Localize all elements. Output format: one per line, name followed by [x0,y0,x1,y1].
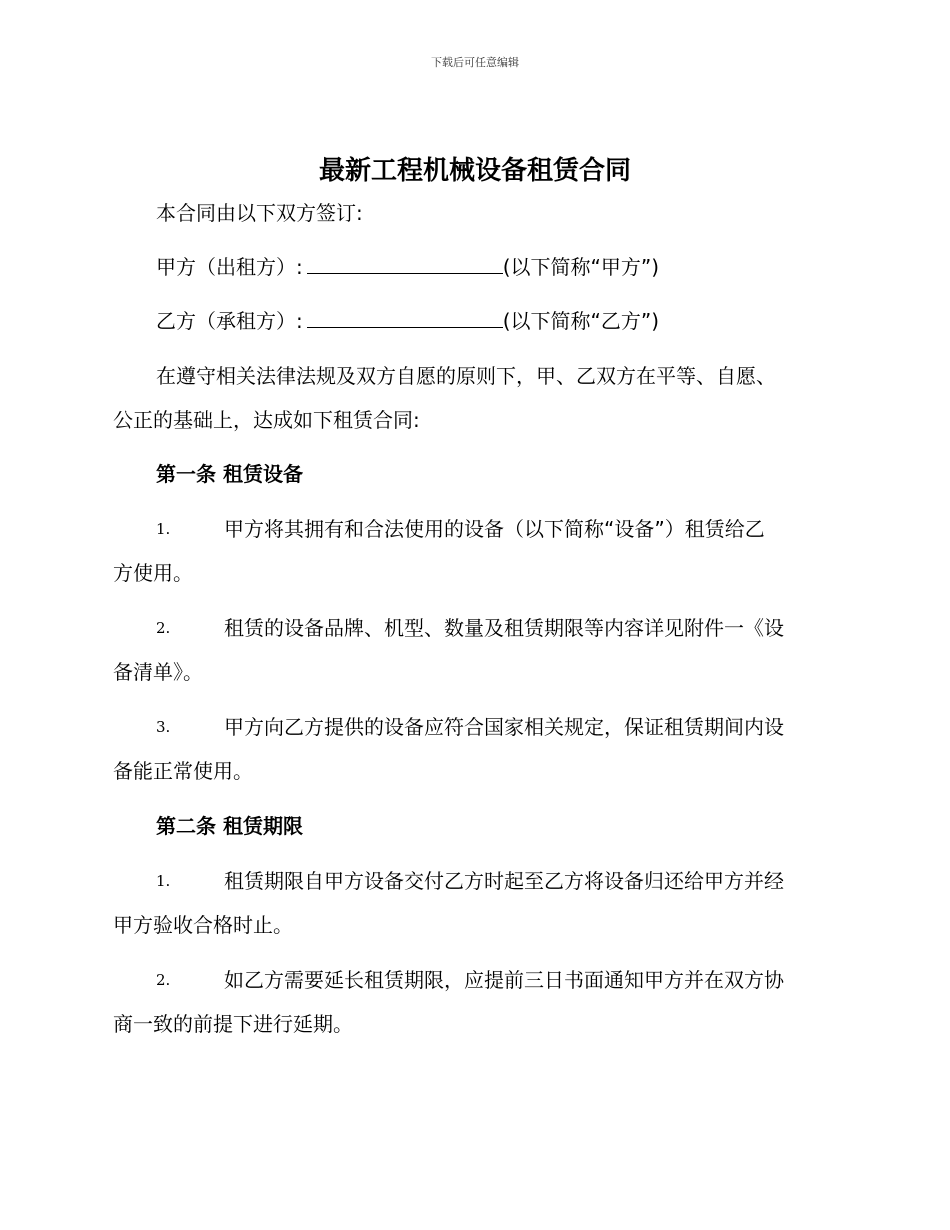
article-1-item-1-line-2: 方使用。 [113,561,193,585]
article-1-item-3-num: 3. [156,718,171,736]
article-2-heading: 第二条 租赁期限 [156,814,303,838]
article-1-heading: 第一条 租赁设备 [156,462,303,486]
article-2-item-2-num: 2. [156,971,171,989]
party-a-blank [307,255,503,274]
article-1-item-1-line-1: 甲方将其拥有和合法使用的设备（以下简称“设备”）租赁给乙 [224,517,765,541]
party-b-suffix: (以下简称“乙方”) [502,309,660,333]
preamble-line-2: 公正的基础上，达成如下租赁合同: [113,408,420,432]
article-2-item-2-line-1: 如乙方需要延长租赁期限，应提前三日书面通知甲方并在双方协 [224,968,784,992]
article-1-item-2-num: 2. [156,619,171,637]
intro-text: 本合同由以下双方签订: [156,201,363,225]
article-1-item-2-line-1: 租赁的设备品牌、机型、数量及租赁期限等内容详见附件一《设 [224,616,784,640]
party-a-line [156,253,659,281]
document-title: 最新工程机械设备租赁合同 [318,156,631,186]
party-b-blank [307,309,503,328]
page-header: 下载后可任意编辑 [431,56,519,69]
article-2-item-1-line-2: 甲方验收合格时止。 [113,913,293,937]
article-2-item-2-line-2: 商一致的前提下进行延期。 [113,1012,353,1036]
article-2-item-1-num: 1. [156,872,171,890]
article-1-item-3-line-2: 备能正常使用。 [113,759,253,783]
party-b-label: 乙方（承租方）: [156,309,303,333]
article-2-item-1-line-1: 租赁期限自甲方设备交付乙方时起至乙方将设备归还给甲方并经 [224,869,784,893]
preamble-line-1: 在遵守相关法律法规及双方自愿的原则下，甲、乙双方在平等、自愿、 [156,364,776,388]
article-1-item-1-num: 1. [156,520,171,538]
party-b-line [156,307,659,335]
party-a-label: 甲方（出租方）: [156,255,303,279]
article-1-item-2-line-2: 备清单》。 [113,660,203,684]
article-1-item-3-line-1: 甲方向乙方提供的设备应符合国家相关规定，保证租赁期间内设 [224,715,784,739]
party-a-suffix: (以下简称“甲方”) [502,255,660,279]
